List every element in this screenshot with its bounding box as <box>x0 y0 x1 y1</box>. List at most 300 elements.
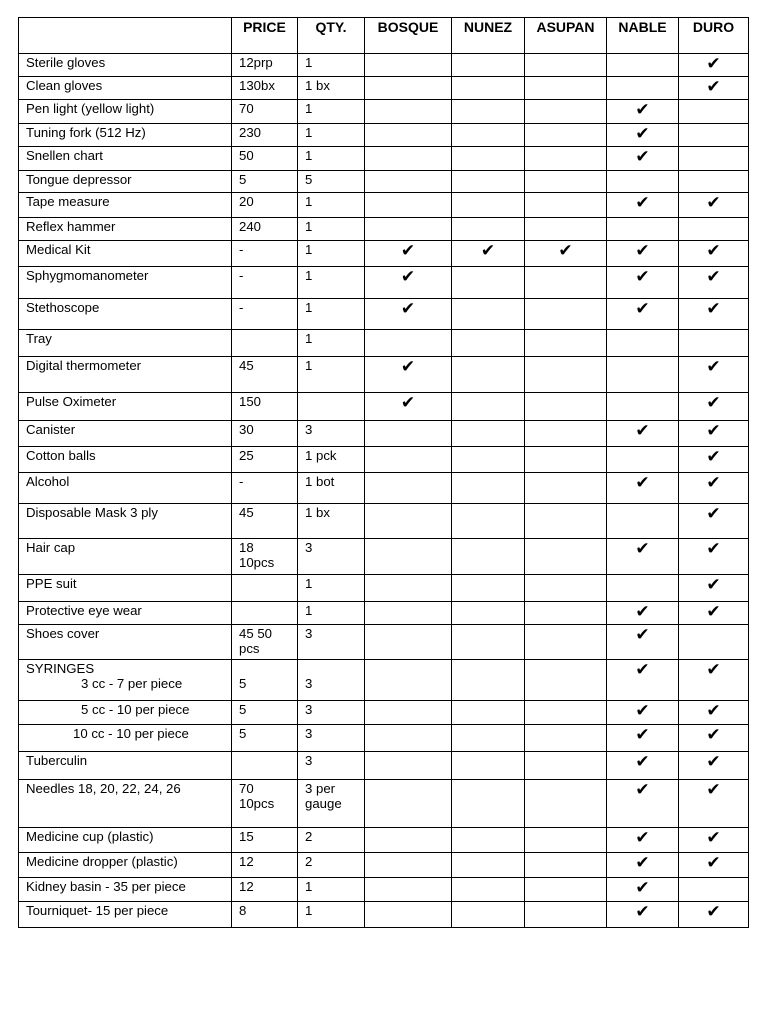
check-mark-icon: ✔ <box>706 701 721 721</box>
check-cell-asupan <box>525 828 607 853</box>
qty-cell-text: 3 per <box>305 781 336 796</box>
check-mark-icon: ✔ <box>558 241 573 261</box>
check-cell-asupan <box>525 421 607 447</box>
check-cell-asupan <box>525 473 607 504</box>
check-cell-bosque <box>365 421 452 447</box>
check-mark-icon: ✔ <box>706 357 721 377</box>
check-cell-nunez <box>452 100 525 124</box>
table-row <box>19 660 749 701</box>
check-cell-nable <box>607 504 679 539</box>
price-cell <box>232 780 298 828</box>
header-asupan: ASUPAN <box>525 18 607 54</box>
check-cell-nable <box>607 902 679 928</box>
qty-cell <box>298 504 365 539</box>
check-cell-duro <box>679 171 749 193</box>
check-cell-bosque <box>365 752 452 780</box>
table-row <box>19 725 749 752</box>
item-cell-text: Disposable Mask 3 ply <box>26 505 158 520</box>
table-row <box>19 473 749 504</box>
price-cell-text: 12prp <box>239 55 273 70</box>
check-cell-duro <box>679 752 749 780</box>
check-cell-nunez <box>452 780 525 828</box>
item-cell <box>19 780 232 828</box>
item-cell <box>19 602 232 625</box>
check-cell-asupan <box>525 171 607 193</box>
check-mark-icon: ✔ <box>635 660 650 680</box>
check-cell-duro <box>679 473 749 504</box>
price-cell <box>232 447 298 473</box>
item-cell-text: Hair cap <box>26 540 76 555</box>
check-mark-icon: ✔ <box>635 473 650 493</box>
qty-cell-text: 1 <box>305 300 313 315</box>
item-cell <box>19 752 232 780</box>
table-row <box>19 602 749 625</box>
check-cell-asupan <box>525 725 607 752</box>
table-row <box>19 780 749 828</box>
check-mark-icon: ✔ <box>400 393 416 413</box>
price-cell-text: - <box>239 474 244 489</box>
price-cell-text: 5 <box>239 702 247 717</box>
item-cell-text: Sphygmomanometer <box>26 268 149 283</box>
check-cell-bosque <box>365 147 452 171</box>
check-cell-asupan <box>525 393 607 421</box>
check-cell-duro <box>679 77 749 100</box>
check-cell-asupan <box>525 752 607 780</box>
check-cell-asupan <box>525 77 607 100</box>
item-cell-text: Cotton balls <box>26 448 96 463</box>
table-row <box>19 193 749 218</box>
check-cell-nunez <box>452 193 525 218</box>
check-cell-nunez <box>452 447 525 473</box>
check-cell-asupan <box>525 54 607 77</box>
item-cell <box>19 828 232 853</box>
check-cell-nable <box>607 393 679 421</box>
check-mark-icon: ✔ <box>706 780 721 800</box>
table-row <box>19 421 749 447</box>
price-cell <box>232 878 298 902</box>
qty-cell-text: 1 <box>305 148 313 163</box>
qty-cell-text: 3 <box>305 676 313 691</box>
check-mark-icon: ✔ <box>635 241 650 261</box>
check-cell-bosque <box>365 780 452 828</box>
price-cell-text: 5 <box>239 726 247 741</box>
qty-cell <box>298 701 365 725</box>
check-cell-nunez <box>452 902 525 928</box>
check-cell-duro <box>679 539 749 575</box>
check-cell-nunez <box>452 241 525 267</box>
check-cell-bosque <box>365 124 452 147</box>
item-cell <box>19 147 232 171</box>
check-mark-icon: ✔ <box>706 54 721 74</box>
check-cell-asupan <box>525 193 607 218</box>
item-cell-text: Tongue depressor <box>26 172 132 187</box>
qty-cell <box>298 853 365 878</box>
check-cell-nable <box>607 701 679 725</box>
check-mark-icon: ✔ <box>706 602 721 622</box>
price-cell-text <box>239 661 297 676</box>
qty-cell <box>298 77 365 100</box>
qty-cell-text: gauge <box>305 796 342 811</box>
check-cell-duro <box>679 602 749 625</box>
check-cell-nunez <box>452 218 525 241</box>
price-cell <box>232 54 298 77</box>
item-cell-text: Medical Kit <box>26 242 91 257</box>
check-cell-nable <box>607 147 679 171</box>
header-qty: QTY. <box>298 18 365 54</box>
item-cell-text: Sterile gloves <box>26 55 106 70</box>
check-cell-bosque <box>365 299 452 330</box>
item-cell <box>19 330 232 357</box>
header-duro: DURO <box>679 18 749 54</box>
qty-cell <box>298 193 365 218</box>
qty-cell-text: 3 <box>305 626 313 641</box>
check-mark-icon: ✔ <box>400 241 416 261</box>
table-row <box>19 54 749 77</box>
check-cell-nable <box>607 828 679 853</box>
header-nable: NABLE <box>607 18 679 54</box>
item-cell-text: Tourniquet- 15 per piece <box>26 903 169 918</box>
check-mark-icon: ✔ <box>635 193 650 213</box>
table-row <box>19 147 749 171</box>
table-row <box>19 267 749 299</box>
item-cell <box>19 100 232 124</box>
check-cell-asupan <box>525 902 607 928</box>
item-cell-text: 3 cc - 7 per piece <box>81 676 183 691</box>
check-cell-duro <box>679 504 749 539</box>
check-cell-nable <box>607 124 679 147</box>
item-cell-text: Kidney basin - 35 per piece <box>26 879 186 894</box>
item-cell <box>19 54 232 77</box>
check-cell-nable <box>607 539 679 575</box>
item-cell <box>19 878 232 902</box>
price-cell <box>232 421 298 447</box>
qty-cell-text: 1 <box>305 903 313 918</box>
qty-cell-text: 1 bx <box>305 78 330 93</box>
check-cell-asupan <box>525 357 607 393</box>
price-cell-text: 130bx <box>239 78 275 93</box>
check-mark-icon: ✔ <box>635 147 650 167</box>
price-cell-text: 20 <box>239 194 254 209</box>
check-mark-icon: ✔ <box>706 853 721 873</box>
check-cell-nable <box>607 625 679 660</box>
check-cell-nable <box>607 447 679 473</box>
check-cell-duro <box>679 902 749 928</box>
check-cell-bosque <box>365 902 452 928</box>
check-cell-duro <box>679 147 749 171</box>
qty-cell <box>298 54 365 77</box>
price-cell-text <box>239 576 297 591</box>
price-cell-text: - <box>239 300 244 315</box>
check-cell-nunez <box>452 625 525 660</box>
price-cell-text: - <box>239 268 244 283</box>
item-cell <box>19 660 232 701</box>
check-cell-nunez <box>452 421 525 447</box>
price-cell-text: 45 50 <box>239 626 273 641</box>
item-cell-text: Reflex hammer <box>26 219 116 234</box>
check-mark-icon: ✔ <box>706 902 721 922</box>
check-cell-nunez <box>452 54 525 77</box>
check-mark-icon: ✔ <box>706 575 721 595</box>
check-cell-nable <box>607 218 679 241</box>
check-cell-nable <box>607 878 679 902</box>
item-cell-text: Alcohol <box>26 474 70 489</box>
table-row <box>19 504 749 539</box>
qty-cell <box>298 241 365 267</box>
check-mark-icon: ✔ <box>635 267 650 287</box>
check-mark-icon: ✔ <box>706 77 721 97</box>
check-cell-duro <box>679 241 749 267</box>
item-cell-text: Shoes cover <box>26 626 100 641</box>
check-cell-duro <box>679 124 749 147</box>
check-cell-duro <box>679 299 749 330</box>
check-cell-asupan <box>525 267 607 299</box>
check-mark-icon: ✔ <box>635 299 650 319</box>
price-cell-text: - <box>239 242 244 257</box>
table-row <box>19 701 749 725</box>
check-cell-duro <box>679 575 749 602</box>
price-cell <box>232 124 298 147</box>
check-cell-asupan <box>525 447 607 473</box>
item-cell <box>19 241 232 267</box>
item-cell-text: Needles 18, 20, 22, 24, 26 <box>26 781 181 796</box>
check-cell-nunez <box>452 752 525 780</box>
check-cell-nable <box>607 473 679 504</box>
item-cell-text: Tray <box>26 331 52 346</box>
item-cell <box>19 421 232 447</box>
check-cell-nable <box>607 752 679 780</box>
qty-cell <box>298 357 365 393</box>
check-cell-duro <box>679 330 749 357</box>
price-cell-text: 45 <box>239 505 254 520</box>
check-mark-icon: ✔ <box>635 725 650 745</box>
check-cell-duro <box>679 625 749 660</box>
qty-cell-text: 1 <box>305 879 313 894</box>
item-cell <box>19 725 232 752</box>
check-cell-asupan <box>525 299 607 330</box>
supplies-table <box>18 17 749 928</box>
price-cell <box>232 539 298 575</box>
check-mark-icon: ✔ <box>635 100 650 120</box>
price-cell-text: 25 <box>239 448 254 463</box>
check-cell-nable <box>607 725 679 752</box>
check-cell-asupan <box>525 504 607 539</box>
check-cell-nable <box>607 299 679 330</box>
qty-cell <box>298 780 365 828</box>
check-mark-icon: ✔ <box>706 473 721 493</box>
check-cell-duro <box>679 660 749 701</box>
item-cell-text: Tape measure <box>26 194 110 209</box>
check-cell-nunez <box>452 147 525 171</box>
check-cell-nable <box>607 100 679 124</box>
table-row <box>19 575 749 602</box>
table-row <box>19 77 749 100</box>
item-cell-text: Digital thermometer <box>26 358 142 373</box>
price-cell <box>232 330 298 357</box>
qty-cell-text: 1 <box>305 194 313 209</box>
check-cell-nunez <box>452 473 525 504</box>
header-nunez: NUNEZ <box>452 18 525 54</box>
price-cell <box>232 299 298 330</box>
table-row <box>19 447 749 473</box>
check-mark-icon: ✔ <box>706 504 721 524</box>
price-cell <box>232 725 298 752</box>
price-cell-text <box>239 753 297 768</box>
qty-cell <box>298 878 365 902</box>
qty-cell-text: 1 <box>305 55 313 70</box>
item-cell <box>19 299 232 330</box>
check-cell-duro <box>679 218 749 241</box>
qty-cell-text: 1 <box>305 268 313 283</box>
check-cell-asupan <box>525 330 607 357</box>
header-row <box>19 18 749 54</box>
price-cell <box>232 902 298 928</box>
check-cell-bosque <box>365 267 452 299</box>
check-cell-duro <box>679 878 749 902</box>
check-cell-nunez <box>452 124 525 147</box>
check-cell-asupan <box>525 147 607 171</box>
price-cell <box>232 602 298 625</box>
check-cell-duro <box>679 421 749 447</box>
table-row <box>19 902 749 928</box>
qty-cell-text: 1 <box>305 101 313 116</box>
qty-cell-text: 3 <box>305 753 313 768</box>
price-cell-text <box>239 331 297 346</box>
check-cell-asupan <box>525 218 607 241</box>
item-cell <box>19 473 232 504</box>
qty-cell <box>298 660 365 701</box>
check-cell-asupan <box>525 100 607 124</box>
price-cell <box>232 575 298 602</box>
check-cell-nunez <box>452 878 525 902</box>
item-cell-text: Pulse Oximeter <box>26 394 117 409</box>
item-cell <box>19 447 232 473</box>
qty-cell-text: 1 <box>305 125 313 140</box>
check-mark-icon: ✔ <box>635 780 650 800</box>
qty-cell <box>298 299 365 330</box>
price-cell <box>232 77 298 100</box>
check-cell-nable <box>607 357 679 393</box>
qty-cell <box>298 171 365 193</box>
price-cell-text: 50 <box>239 148 254 163</box>
qty-cell-text: 1 <box>305 576 313 591</box>
qty-cell-text: 2 <box>305 854 313 869</box>
check-mark-icon: ✔ <box>635 853 650 873</box>
check-cell-nunez <box>452 267 525 299</box>
item-cell-text: Snellen chart <box>26 148 103 163</box>
check-cell-nunez <box>452 725 525 752</box>
check-cell-nunez <box>452 660 525 701</box>
check-cell-bosque <box>365 878 452 902</box>
check-mark-icon: ✔ <box>635 602 650 622</box>
qty-cell-text: 1 <box>305 603 313 618</box>
price-cell <box>232 504 298 539</box>
check-mark-icon: ✔ <box>706 752 721 772</box>
price-cell-text: 230 <box>239 125 262 140</box>
price-cell <box>232 193 298 218</box>
check-cell-bosque <box>365 171 452 193</box>
qty-cell <box>298 828 365 853</box>
check-cell-bosque <box>365 447 452 473</box>
check-mark-icon: ✔ <box>480 241 496 261</box>
table-row <box>19 241 749 267</box>
qty-cell-text: 1 <box>305 331 313 346</box>
price-cell-text: 15 <box>239 829 254 844</box>
item-cell <box>19 171 232 193</box>
table-row <box>19 853 749 878</box>
qty-cell <box>298 602 365 625</box>
price-cell <box>232 241 298 267</box>
check-mark-icon: ✔ <box>400 357 416 377</box>
check-cell-bosque <box>365 193 452 218</box>
item-cell <box>19 357 232 393</box>
item-cell-text: 5 cc - 10 per piece <box>81 702 190 717</box>
qty-cell <box>298 725 365 752</box>
check-cell-duro <box>679 193 749 218</box>
price-cell-text: 8 <box>239 903 247 918</box>
qty-cell <box>298 447 365 473</box>
check-mark-icon: ✔ <box>706 299 721 319</box>
check-cell-nunez <box>452 539 525 575</box>
check-mark-icon: ✔ <box>635 539 650 559</box>
table-row <box>19 828 749 853</box>
check-cell-nable <box>607 602 679 625</box>
check-cell-duro <box>679 828 749 853</box>
qty-cell <box>298 100 365 124</box>
check-mark-icon: ✔ <box>635 124 650 144</box>
check-cell-bosque <box>365 701 452 725</box>
item-cell <box>19 853 232 878</box>
check-cell-bosque <box>365 357 452 393</box>
price-cell <box>232 147 298 171</box>
item-cell <box>19 124 232 147</box>
header-item <box>19 18 232 54</box>
qty-cell-text: 2 <box>305 829 313 844</box>
check-cell-nunez <box>452 77 525 100</box>
check-cell-bosque <box>365 393 452 421</box>
check-cell-nable <box>607 241 679 267</box>
check-cell-duro <box>679 447 749 473</box>
price-cell <box>232 100 298 124</box>
check-mark-icon: ✔ <box>706 725 721 745</box>
check-cell-nable <box>607 575 679 602</box>
qty-cell-text: 1 <box>305 242 313 257</box>
item-cell-text: Stethoscope <box>26 300 100 315</box>
item-cell <box>19 701 232 725</box>
check-cell-bosque <box>365 504 452 539</box>
qty-cell <box>298 147 365 171</box>
price-cell-text: pcs <box>239 641 260 656</box>
item-cell-text: Canister <box>26 422 76 437</box>
check-cell-duro <box>679 357 749 393</box>
qty-cell-text <box>305 394 364 409</box>
check-cell-nunez <box>452 330 525 357</box>
item-cell-text: Tuning fork (512 Hz) <box>26 125 146 140</box>
check-cell-asupan <box>525 124 607 147</box>
item-cell <box>19 393 232 421</box>
price-cell-text: 5 <box>239 172 247 187</box>
table-row <box>19 218 749 241</box>
check-mark-icon: ✔ <box>635 701 650 721</box>
check-cell-asupan <box>525 575 607 602</box>
item-cell-text: Protective eye wear <box>26 603 142 618</box>
table-row <box>19 124 749 147</box>
item-cell-text: 10 cc - 10 per piece <box>73 726 189 741</box>
item-cell <box>19 267 232 299</box>
check-cell-duro <box>679 100 749 124</box>
price-cell-text: 70 <box>239 101 254 116</box>
check-cell-asupan <box>525 539 607 575</box>
check-cell-nunez <box>452 393 525 421</box>
